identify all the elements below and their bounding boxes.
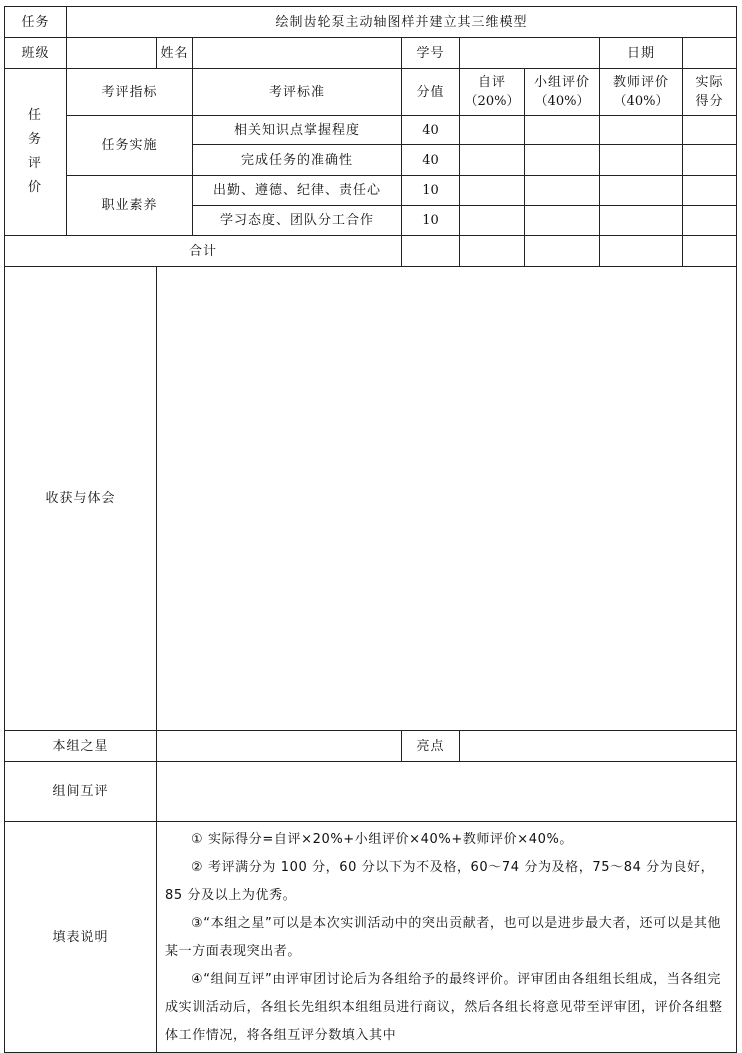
teacher-eval-cell[interactable]	[600, 206, 683, 236]
task-label: 任务	[5, 7, 67, 38]
actual-score-header-line2: 得分	[695, 94, 724, 109]
teacher-eval-cell[interactable]	[600, 145, 683, 176]
group-eval-cell[interactable]	[525, 206, 600, 236]
reflection-field[interactable]	[157, 267, 737, 731]
class-label: 班级	[5, 38, 67, 69]
actual-score-header-line1: 实际	[695, 75, 724, 90]
group-eval-cell[interactable]	[525, 116, 600, 145]
total-self-eval-cell[interactable]	[460, 236, 525, 267]
score-value-cell: 10	[402, 176, 460, 206]
teacher-eval-header-line1: 教师评价	[612, 75, 669, 90]
reflection-label: 收获与体会	[5, 267, 157, 731]
instruction-item: ② 考评满分为 100 分，60 分以下为不及格，60～74 分为及格，75～84 分为良好，85 分及以上为优秀。	[165, 860, 715, 903]
task-title: 绘制齿轮泵主动轴图样并建立其三维模型	[67, 7, 737, 38]
group-eval-header-line1: 小组评价	[533, 75, 590, 90]
group-star-label: 本组之星	[5, 731, 157, 762]
group-star-field[interactable]	[157, 731, 402, 762]
teacher-eval-header-line2: （40%）	[613, 94, 669, 109]
self-eval-header	[460, 69, 525, 116]
task-evaluation-label-text: 任务评价	[27, 108, 43, 195]
actual-score-cell[interactable]	[683, 145, 737, 176]
actual-score-cell[interactable]	[683, 176, 737, 206]
date-label: 日期	[600, 38, 683, 69]
task-evaluation-label	[5, 69, 67, 236]
teacher-eval-cell[interactable]	[600, 176, 683, 206]
class-field[interactable]	[67, 38, 157, 69]
name-label: 姓名	[157, 38, 193, 69]
indicator-task-implementation: 任务实施	[67, 116, 193, 176]
teacher-eval-cell[interactable]	[600, 116, 683, 145]
group-eval-header-line2: （40%）	[534, 94, 590, 109]
instruction-item: ③“本组之星”可以是本次实训活动中的突出贡献者，也可以是进步最大者，还可以是其他某一方面表现突出者。	[165, 916, 722, 959]
standard-attendance-discipline: 出勤、遵德、纪律、责任心	[193, 176, 402, 206]
date-field[interactable]	[683, 38, 737, 69]
actual-score-cell[interactable]	[683, 206, 737, 236]
instructions-content	[157, 822, 737, 1053]
self-eval-cell[interactable]	[460, 206, 525, 236]
instruction-item: ④“组间互评”由评审团讨论后为各组给予的最终评价。评审团由各组组长组成，当各组完成实训活动后，各组长先组织本组组员进行商议，然后各组长将意见带至评审团，评价各组整体工作情况，将各组互评分数填入其中	[165, 972, 723, 1043]
self-eval-cell[interactable]	[460, 116, 525, 145]
total-actual-score-cell[interactable]	[683, 236, 737, 267]
standard-header: 考评标准	[193, 69, 402, 116]
total-label: 合计	[5, 236, 402, 267]
self-eval-header-line2: （20%）	[464, 94, 520, 109]
standard-attitude-teamwork: 学习态度、团队分工合作	[193, 206, 402, 236]
highlight-field[interactable]	[460, 731, 737, 762]
score-value-header: 分值	[402, 69, 460, 116]
indicator-header: 考评指标	[67, 69, 193, 116]
name-field[interactable]	[193, 38, 402, 69]
group-eval-header	[525, 69, 600, 116]
task-evaluation-table	[4, 6, 737, 1053]
peer-evaluation-field[interactable]	[157, 762, 737, 822]
group-eval-cell[interactable]	[525, 145, 600, 176]
score-value-cell: 40	[402, 116, 460, 145]
total-teacher-eval-cell[interactable]	[600, 236, 683, 267]
instruction-item: ① 实际得分=自评×20%+小组评价×40%+教师评价×40%。	[191, 832, 574, 847]
indicator-professional-quality: 职业素养	[67, 176, 193, 236]
actual-score-header	[683, 69, 737, 116]
actual-score-cell[interactable]	[683, 116, 737, 145]
standard-task-accuracy: 完成任务的准确性	[193, 145, 402, 176]
total-group-eval-cell[interactable]	[525, 236, 600, 267]
group-eval-cell[interactable]	[525, 176, 600, 206]
standard-knowledge-mastery: 相关知识点掌握程度	[193, 116, 402, 145]
self-eval-cell[interactable]	[460, 176, 525, 206]
score-value-cell: 40	[402, 145, 460, 176]
highlight-label: 亮点	[402, 731, 460, 762]
student-id-field[interactable]	[460, 38, 600, 69]
score-value-cell: 10	[402, 206, 460, 236]
teacher-eval-header	[600, 69, 683, 116]
self-eval-cell[interactable]	[460, 145, 525, 176]
total-score-value-cell[interactable]	[402, 236, 460, 267]
instructions-label: 填表说明	[5, 822, 157, 1053]
student-id-label: 学号	[402, 38, 460, 69]
peer-evaluation-label: 组间互评	[5, 762, 157, 822]
self-eval-header-line1: 自评	[477, 75, 506, 90]
